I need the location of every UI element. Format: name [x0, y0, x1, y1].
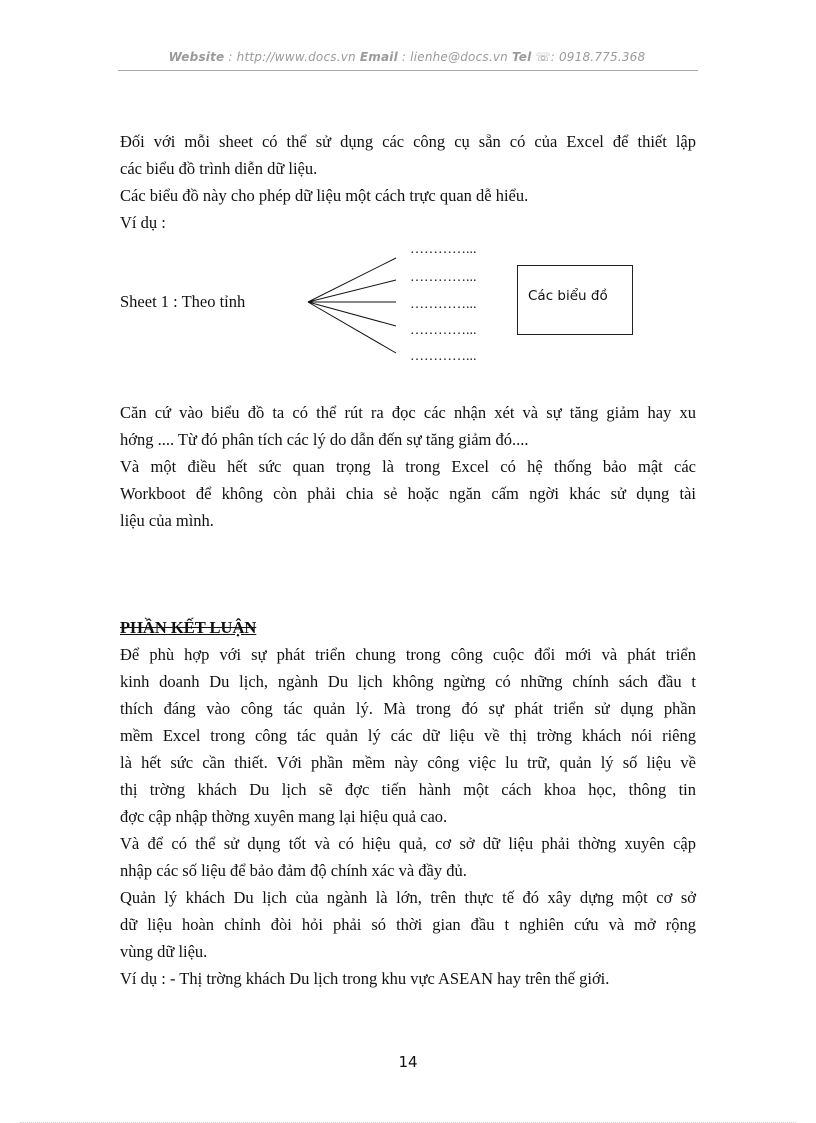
branch-item-2: …………... [410, 270, 477, 285]
conclusion-line-5: là hết sức cần thiết. Với phần mềm này công việc lu trữ, quản lý số liệu về [120, 753, 696, 772]
email-label: Email [359, 50, 398, 64]
para2-line-3: liệu của mình. [120, 511, 214, 530]
conclusion-line-2: kinh doanh Du lịch, ngành Du lịch không ngừng có những chính sách đầu t [120, 672, 696, 691]
page-header [118, 50, 696, 64]
branch-line-1 [308, 258, 396, 302]
conclusion-line-7: đợc cập nhập thờng xuyên mang lại hiệu quả cao. [120, 807, 448, 826]
example-label: Ví dụ : [120, 213, 166, 232]
conclusion-line-11: dữ liệu hoàn chỉnh đòi hỏi phải só thời gian đầu t nghiên cứu và mở rộng [120, 915, 696, 934]
charts-box-label: Các biểu đồ [528, 288, 608, 304]
branch-line-4 [308, 302, 396, 326]
website-label: Website [168, 50, 225, 64]
body-section [120, 399, 696, 534]
website-value[interactable]: : http://www.docs.vn [228, 50, 356, 64]
tel-label: Tel [511, 50, 532, 64]
para1-line-2: hớng .... Từ đó phân tích các lý do dẫn đến sự tăng giảm đó.... [120, 430, 529, 449]
conclusion-line-10: Quản lý khách Du lịch của ngành là lớn, trên thực tế đó xây dựng một cơ sở [120, 888, 696, 907]
charts-box [517, 265, 633, 335]
branch-item-3: …………... [410, 297, 477, 312]
conclusion-line-9: nhập các số liệu để bảo đảm độ chính xác và đầy đủ. [120, 861, 467, 880]
conclusion-line-12: vùng dữ liệu. [120, 942, 208, 961]
email-value[interactable]: : lienhe@docs.vn [401, 50, 508, 64]
branch-item-5: …………... [410, 349, 477, 364]
para2-line-1: Và một điều hết sức quan trọng là trong Excel có hệ thống bảo mật các [120, 457, 696, 476]
conclusion-line-3: thích đáng vào công tác quản lý. Mà trong đó sự phát triển sử dụng phần [120, 699, 696, 718]
branch-line-5 [308, 302, 396, 353]
intro-line-2: các biểu đồ trình diễn dữ liệu. [120, 159, 318, 178]
branch-item-1: …………... [410, 242, 477, 257]
intro-section [120, 128, 696, 236]
branch-line-2 [308, 280, 396, 302]
intro-line-1: Đối với mỗi sheet có thể sử dụng các công cụ sẵn có của Excel để thiết lập [120, 132, 696, 151]
para2-line-2: Workboot để không còn phải chia sẻ hoặc ngăn cấm ngời khác sử dụng tài [120, 484, 696, 503]
para1-line-1: Căn cứ vào biểu đồ ta có thể rút ra đọc các nhận xét và sự tăng giảm hay xu [120, 403, 696, 422]
conclusion-line-8: Và để có thể sử dụng tốt và có hiệu quả, cơ sở dữ liệu phải thờng xuyên cập [120, 834, 696, 853]
branch-item-4: …………... [410, 323, 477, 338]
phone-icon: ☏ [535, 50, 551, 64]
intro-line-3: Các biểu đồ này cho phép dữ liệu một cách trực quan dễ hiểu. [120, 186, 529, 205]
conclusion-line-4: mềm Excel trong công tác quản lý các dữ liệu về thị trờng khách nói riêng [120, 726, 696, 745]
conclusion-line-13: Ví dụ : - Thị trờng khách Du lịch trong khu vực ASEAN hay trên thế giới. [120, 969, 610, 988]
conclusion-section [120, 641, 696, 992]
conclusion-line-1: Để phù hợp với sự phát triển chung trong công cuộc đổi mới và phát triển [120, 645, 696, 664]
page-number: 14 [398, 1053, 418, 1071]
conclusion-title: PHẦN KẾT LUẬN [120, 618, 257, 637]
conclusion-line-6: thị trờng khách Du lịch sẽ đợc tiến hành một cách khoa học, thông tin [120, 780, 696, 799]
sheet-label: Sheet 1 : Theo tỉnh [120, 292, 246, 311]
header-divider [118, 70, 698, 71]
tel-value: : 0918.775.368 [550, 50, 646, 64]
